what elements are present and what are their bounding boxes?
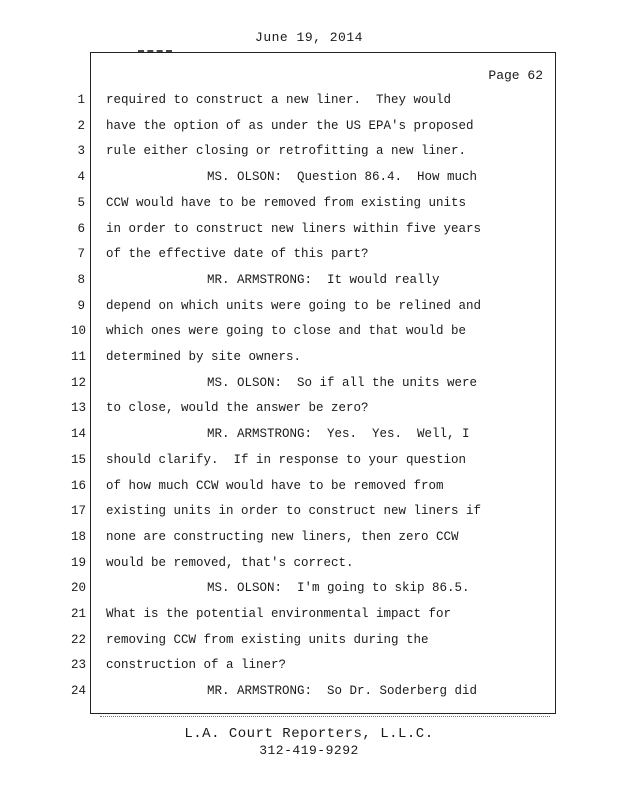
transcript-line: [71, 605, 555, 631]
transcript-line: [71, 477, 555, 503]
line-text: existing units in order to construct new liners if: [106, 504, 482, 519]
line-text: MR. ARMSTRONG: It would really: [207, 272, 440, 287]
line-number: 18: [71, 529, 87, 544]
transcript-line: [77, 168, 555, 194]
line-text: rule either closing or retrofitting a new liner.: [106, 144, 467, 159]
transcript-line: [77, 220, 555, 246]
line-text: have the option of as under the US EPA's proposed: [106, 118, 474, 133]
line-text: none are constructing new liners, then zero CCW: [106, 529, 459, 544]
transcript-line: [71, 322, 555, 348]
line-text: MS. OLSON: Question 86.4. How much: [207, 170, 478, 185]
line-text: required to construct a new liner. They would: [106, 93, 452, 107]
transcript-page-frame: [71, 52, 556, 714]
line-text: MS. OLSON: I'm going to skip 86.5.: [207, 581, 470, 596]
transcript-line: [77, 142, 555, 168]
bottom-rule: [100, 716, 550, 717]
line-number: 12: [71, 375, 87, 390]
line-number: 9: [77, 298, 85, 313]
line-number: 3: [77, 144, 85, 159]
line-number: 5: [77, 195, 85, 210]
transcript-line: [77, 271, 555, 297]
line-text: which ones were going to close and that would be: [106, 324, 467, 339]
line-text: construction of a liner?: [106, 658, 287, 673]
line-text: of how much CCW would have to be removed from: [106, 478, 444, 493]
page-number: Page 62: [488, 68, 543, 83]
transcript-line: [71, 554, 555, 580]
line-number: 6: [77, 221, 85, 236]
transcript-line: [71, 579, 555, 605]
transcript-line: [77, 117, 555, 143]
line-text: What is the potential environmental impact for: [106, 607, 452, 621]
transcript-line: [77, 91, 555, 117]
line-text: MS. OLSON: So if all the units were: [207, 375, 478, 390]
line-text: MR. ARMSTRONG: Yes. Yes. Well, I: [207, 427, 470, 442]
line-number: 23: [71, 658, 87, 673]
transcript-line: [71, 399, 555, 425]
transcript-line: [71, 502, 555, 528]
transcript-line: [71, 656, 555, 682]
transcript-line: [71, 528, 555, 554]
line-text: depend on which units were going to be relined and: [106, 298, 482, 313]
line-number: 17: [71, 504, 87, 519]
transcript-line: [71, 374, 555, 400]
line-text: of the effective date of this part?: [106, 247, 369, 262]
line-text: MR. ARMSTRONG: So Dr. Soderberg did: [207, 684, 478, 699]
line-text: would be removed, that's correct.: [106, 555, 354, 570]
line-number: 8: [77, 272, 85, 287]
line-text: in order to construct new liners within five years: [106, 221, 482, 236]
line-number: 11: [71, 350, 87, 364]
line-text: should clarify. If in response to your question: [106, 452, 467, 467]
transcript-line: [77, 194, 555, 220]
transcript-line: [71, 348, 555, 374]
line-text: determined by site owners.: [106, 350, 302, 364]
line-number: 16: [71, 478, 87, 493]
transcript-line: [71, 425, 555, 451]
line-number: 2: [77, 118, 85, 133]
line-number: 14: [71, 427, 87, 442]
transcript-date: June 19, 2014: [255, 30, 363, 45]
line-text: CCW would have to be removed from existing units: [106, 195, 467, 210]
line-number: 24: [71, 684, 87, 699]
transcript-line: [71, 631, 555, 657]
transcript-line: [71, 682, 555, 708]
line-number: 13: [71, 401, 87, 416]
line-number: 4: [77, 170, 85, 185]
line-number: 7: [77, 247, 85, 262]
line-text: to close, would the answer be zero?: [106, 401, 369, 416]
line-number: 22: [71, 632, 87, 647]
line-number: 21: [71, 607, 87, 621]
court-reporter-name: L.A. Court Reporters, L.L.C.: [184, 726, 434, 742]
line-number: 15: [71, 452, 87, 467]
line-number: 20: [71, 581, 87, 596]
line-number: 19: [71, 555, 87, 570]
line-number: 10: [71, 324, 87, 339]
line-number: 1: [77, 93, 85, 107]
court-reporter-phone: 312-419-9292: [259, 743, 359, 758]
transcript-line: [77, 245, 555, 271]
transcript-line: [71, 451, 555, 477]
line-text: removing CCW from existing units during the: [106, 632, 429, 647]
transcript-line: [77, 297, 555, 323]
